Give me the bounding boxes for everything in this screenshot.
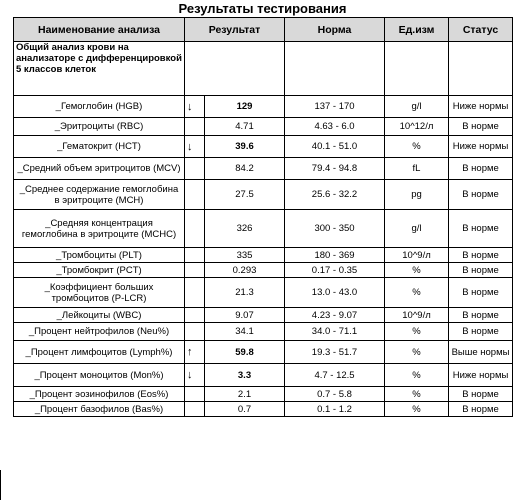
table-row [14,387,513,402]
header-status: Статус [449,18,513,42]
analysis-name: _Коэффициент больших тромбоцитов (P-LCR) [14,278,185,308]
result-value: 34.1 [205,323,285,341]
header-result: Результат [185,18,285,42]
page-title: Результаты тестирования [178,1,347,16]
arrow-cell [185,308,205,323]
arrow-up-icon: ↑ [185,341,205,364]
header-norm: Норма [285,18,385,42]
norm-range: 25.6 - 32.2 [285,180,385,210]
status-text: В норме [449,308,513,323]
section-unit-cell [385,42,449,96]
status-text: В норме [449,210,513,248]
result-value: 9.07 [205,308,285,323]
analysis-name: _Процент лимфоцитов (Lymph%) [14,341,185,364]
unit-value: % [385,341,449,364]
status-text: В норме [449,323,513,341]
analysis-name: _Процент нейтрофилов (Neu%) [14,323,185,341]
analysis-name: _Среднее содержание гемоглобина в эритроците (MCH) [14,180,185,210]
arrow-cell [185,263,205,278]
arrow-down-icon: ↓ [185,96,205,118]
result-value: 4.71 [205,118,285,136]
table-row [14,402,513,417]
arrow-cell [185,323,205,341]
table-row [14,341,513,364]
table-row [14,96,513,118]
arrow-cell [185,210,205,248]
arrow-cell [185,118,205,136]
status-text: В норме [449,180,513,210]
unit-value: % [385,387,449,402]
analysis-name: _Процент эозинофилов (Eos%) [14,387,185,402]
table-row [14,158,513,180]
status-text: Ниже нормы [449,364,513,387]
unit-value: fL [385,158,449,180]
unit-value: % [385,263,449,278]
result-value: 27.5 [205,180,285,210]
status-text: Ниже нормы [449,96,513,118]
norm-range: 180 - 369 [285,248,385,263]
status-text: В норме [449,263,513,278]
section-status-cell [449,42,513,96]
table-header-row [14,18,513,42]
page-edge-line [0,470,1,500]
analysis-name: _Тромбокрит (PCT) [14,263,185,278]
result-value: 326 [205,210,285,248]
table-row [14,180,513,210]
arrow-cell [185,180,205,210]
result-value: 2.1 [205,387,285,402]
norm-range: 13.0 - 43.0 [285,278,385,308]
section-title: Общий анализ крови на анализаторе с дифференцировкой 5 классов клеток [14,42,185,96]
norm-range: 4.23 - 9.07 [285,308,385,323]
unit-value: 10^9/л [385,248,449,263]
unit-value: % [385,278,449,308]
table-row [14,364,513,387]
status-text: В норме [449,118,513,136]
status-text: В норме [449,158,513,180]
analysis-name: _Средний объем эритроцитов (MCV) [14,158,185,180]
analysis-name: _Лейкоциты (WBC) [14,308,185,323]
table-row [14,263,513,278]
norm-range: 4.63 - 6.0 [285,118,385,136]
section-result-cell [185,42,285,96]
result-value: 129 [205,96,285,118]
result-value: 21.3 [205,278,285,308]
norm-range: 40.1 - 51.0 [285,136,385,158]
arrow-cell [185,248,205,263]
result-value: 59.8 [205,341,285,364]
unit-value: % [385,364,449,387]
unit-value: 10^9/л [385,308,449,323]
analysis-name: _Средняя концентрация гемоглобина в эритроците (MCHC) [14,210,185,248]
status-text: В норме [449,248,513,263]
norm-range: 0.17 - 0.35 [285,263,385,278]
unit-value: 10^12/л [385,118,449,136]
unit-value: % [385,136,449,158]
result-value: 3.3 [205,364,285,387]
table-row [14,278,513,308]
result-value: 0.293 [205,263,285,278]
result-value: 0.7 [205,402,285,417]
section-row [14,42,513,96]
norm-range: 0.7 - 5.8 [285,387,385,402]
norm-range: 79.4 - 94.8 [285,158,385,180]
table-row [14,210,513,248]
arrow-cell [185,278,205,308]
table-row [14,323,513,341]
unit-value: pg [385,180,449,210]
analysis-name: _Гематокрит (HCT) [14,136,185,158]
arrow-cell [185,402,205,417]
arrow-cell [185,158,205,180]
result-value: 335 [205,248,285,263]
result-value: 39.6 [205,136,285,158]
table-row [14,118,513,136]
analysis-name: _Гемоглобин (HGB) [14,96,185,118]
table-row [14,248,513,263]
status-text: В норме [449,387,513,402]
analysis-name: _Процент моноцитов (Mon%) [14,364,185,387]
arrow-down-icon: ↓ [185,364,205,387]
norm-range: 19.3 - 51.7 [285,341,385,364]
table-row [14,308,513,323]
result-value: 84.2 [205,158,285,180]
unit-value: g/l [385,96,449,118]
unit-value: g/l [385,210,449,248]
norm-range: 300 - 350 [285,210,385,248]
analysis-name: _Эритроциты (RBC) [14,118,185,136]
status-text: В норме [449,402,513,417]
status-text: В норме [449,278,513,308]
status-text: Выше нормы [449,341,513,364]
norm-range: 137 - 170 [285,96,385,118]
unit-value: % [385,323,449,341]
results-table [13,17,513,417]
table-row [14,136,513,158]
status-text: Ниже нормы [449,136,513,158]
header-name: Наименование анализа [14,18,185,42]
norm-range: 4.7 - 12.5 [285,364,385,387]
arrow-cell [185,387,205,402]
unit-value: % [385,402,449,417]
analysis-name: _Процент базофилов (Bas%) [14,402,185,417]
arrow-down-icon: ↓ [185,136,205,158]
norm-range: 34.0 - 71.1 [285,323,385,341]
section-norm-cell [285,42,385,96]
header-unit: Ед.изм [385,18,449,42]
analysis-name: _Тромбоциты (PLT) [14,248,185,263]
norm-range: 0.1 - 1.2 [285,402,385,417]
